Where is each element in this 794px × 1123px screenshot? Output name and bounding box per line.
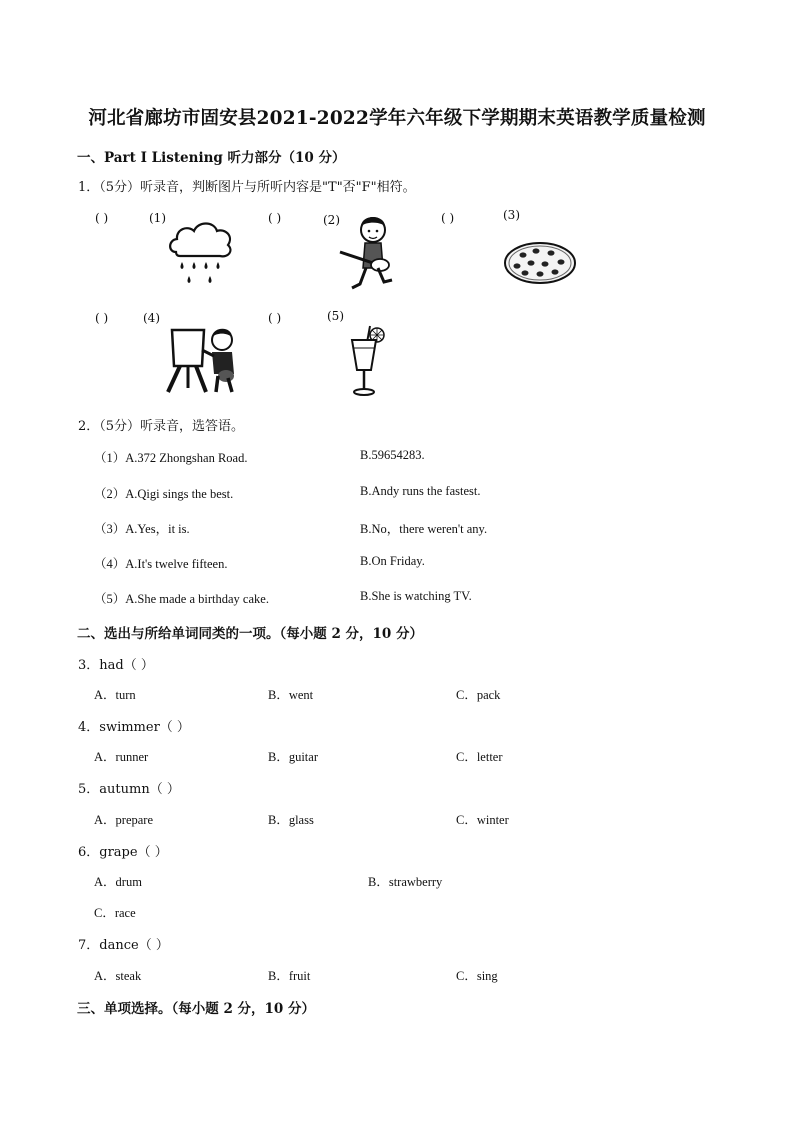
q7-option-a[interactable]: A．steak <box>94 969 142 983</box>
section-heading-multiple-choice: 三、单项选择。（每小题 2 分，10 分） <box>77 1001 316 1017</box>
question-6-stem: 6．grape（ ） <box>78 845 168 860</box>
item-label-2: (2) <box>323 213 340 227</box>
boy-painting-icon <box>162 326 240 394</box>
q2-row-4-option-a: （4）A.It's twelve fifteen. <box>94 557 228 571</box>
pizza-icon <box>503 240 577 286</box>
item-label-3: (3) <box>503 208 520 222</box>
item-label-5: (5) <box>327 309 344 323</box>
q6-option-b[interactable]: B．strawberry <box>368 875 443 889</box>
q6-option-a[interactable]: A．drum <box>94 875 142 889</box>
q2-row-5-option-b: B.She is watching TV. <box>360 589 472 603</box>
q6-option-c[interactable]: C．race <box>94 906 136 920</box>
answer-blank-3[interactable]: ( ) <box>441 211 455 225</box>
q2-row-3-option-b: B.No，there weren't any. <box>360 522 488 536</box>
q5-option-c[interactable]: C．winter <box>456 813 509 827</box>
q3-option-a[interactable]: A．turn <box>94 688 136 702</box>
q3-option-b[interactable]: B．went <box>268 688 314 702</box>
item-label-4: (4) <box>143 311 160 325</box>
question-4-stem: 4．swimmer（ ） <box>78 720 190 735</box>
boy-playing-guitar-icon <box>338 212 396 296</box>
q2-row-2-option-a: （2）A.Qigi sings the best. <box>94 487 234 501</box>
question-5-stem: 5．autumn（ ） <box>78 782 180 797</box>
q4-option-b[interactable]: B．guitar <box>268 750 318 764</box>
q2-row-5-option-a: （5）A.She made a birthday cake. <box>94 592 269 606</box>
q5-option-b[interactable]: B．glass <box>268 813 314 827</box>
q2-row-1-option-a: （1）A.372 Zhongshan Road. <box>94 451 248 465</box>
item-label-1: (1) <box>149 211 166 225</box>
q2-row-2-option-b: B.Andy runs the fastest. <box>360 484 481 498</box>
q2-row-1-option-b: B.59654283. <box>360 448 425 462</box>
q7-option-b[interactable]: B．fruit <box>268 969 311 983</box>
q2-row-4-option-b: B.On Friday. <box>360 554 425 568</box>
section-heading-listening: 一、Part I Listening 听力部分（10 分） <box>77 150 346 166</box>
page-title: 河北省廊坊市固安县2021-2022学年六年级下学期期末英语教学质量检测 <box>88 108 706 129</box>
rain-cloud-icon <box>168 218 234 290</box>
q2-row-3-option-a: （3）A.Yes，it is. <box>94 522 190 536</box>
section-heading-word-class: 二、选出与所给单词同类的一项。（每小题 2 分，10 分） <box>77 626 424 642</box>
q7-option-c[interactable]: C．sing <box>456 969 498 983</box>
q5-option-a[interactable]: A．prepare <box>94 813 153 827</box>
answer-blank-4[interactable]: ( ) <box>95 311 109 325</box>
q4-option-c[interactable]: C．letter <box>456 750 503 764</box>
q3-option-c[interactable]: C．pack <box>456 688 501 702</box>
answer-blank-1[interactable]: ( ) <box>95 211 109 225</box>
juice-glass-icon <box>346 326 388 398</box>
question-3-stem: 3．had（ ） <box>78 658 154 673</box>
answer-blank-5[interactable]: ( ) <box>268 311 282 325</box>
answer-blank-2[interactable]: ( ) <box>268 211 282 225</box>
q4-option-a[interactable]: A．runner <box>94 750 149 764</box>
question-1-stem: 1．（5分）听录音，判断图片与所听内容是"T"否"F"相符。 <box>78 180 416 195</box>
question-2-stem: 2．（5分）听录音，选答语。 <box>78 419 245 434</box>
question-7-stem: 7．dance（ ） <box>78 938 169 953</box>
